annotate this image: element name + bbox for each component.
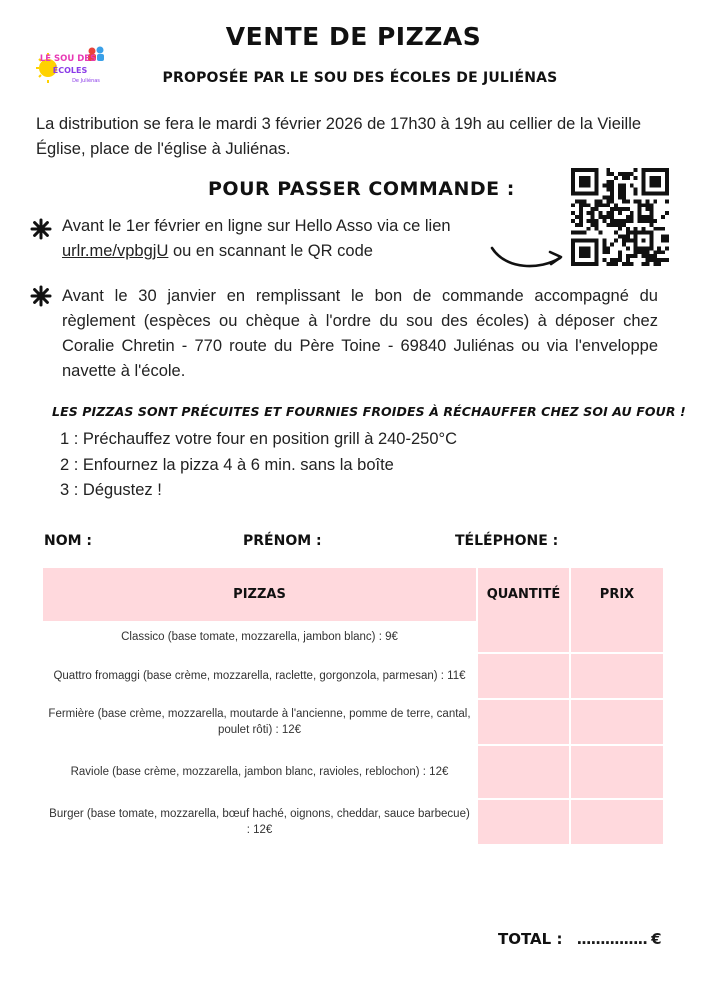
asterisk-bullet-icon [30,285,52,307]
intro-text: La distribution se fera le mardi 3 février 2026 de 17h30 à 19h au cellier de la Vieille Église, place de l'église à Juliénas. [36,115,642,158]
table-row [43,799,663,845]
header-quantite: QUANTITÉ [477,568,570,621]
pizza-description: Raviole (base crème, mozzarella, jambon blanc, ravioles, reblochon) : 12€ [43,745,477,799]
total-value[interactable]: ............... € [576,930,661,948]
price-cell[interactable] [570,799,663,845]
order-option-online [62,214,502,264]
table-row [43,621,663,653]
total-label: TOTAL : [498,930,563,948]
table-row [43,745,663,799]
asterisk-bullet-icon [30,218,52,240]
reheat-steps [60,427,457,504]
pizza-description: Burger (base tomate, mozzarella, bœuf haché, oignons, cheddar, sauce barbecue) : 12€ [43,799,477,845]
table-row [43,653,663,699]
quantity-cell[interactable] [477,621,570,653]
table-header-row [43,568,663,621]
page-title: VENTE DE PIZZAS [225,22,482,51]
quantity-cell[interactable] [477,653,570,699]
pizza-description: Quattro fromaggi (base crème, mozzarella, raclette, gorgonzola, parmesan) : 11€ [43,653,477,699]
quantity-cell[interactable] [477,745,570,799]
reheat-notice: LES PIZZAS SONT PRÉCUITES ET FOURNIES FROIDES À RÉCHAUFFER CHEZ SOI AU FOUR ! [52,404,686,419]
pizza-description: Classico (base tomate, mozzarella, jambon blanc) : 9€ [43,621,477,653]
logo-line-2: ÉCOLES [52,66,88,75]
prenom-label: PRÉNOM : [243,533,322,549]
telephone-label: TÉLÉPHONE : [455,533,559,549]
logo-line-1: LE SOU DES [39,54,97,64]
qr-code-icon[interactable] [571,168,669,266]
pizza-order-table [43,568,663,846]
page-subtitle: PROPOSÉE PAR LE SOU DES ÉCOLES DE JULIÉNAS [162,70,558,86]
school-logo [36,44,116,96]
logo-line-3: De Juliénas [72,78,100,84]
curved-arrow-icon [488,236,568,272]
price-cell[interactable] [570,699,663,745]
step-item: 3 : Dégustez ! [60,481,162,499]
option-online-suffix: ou en scannant le QR code [168,242,373,260]
helloasso-link[interactable]: urlr.me/vpbgjU [62,242,169,260]
nom-label: NOM : [44,533,93,549]
pizza-description: Fermière (base crème, mozzarella, moutarde à l'ancienne, pomme de terre, cantal, poulet rôti) : 12€ [43,699,477,745]
header-prix: PRIX [570,568,663,621]
total-line [498,930,661,948]
price-cell[interactable] [570,653,663,699]
option-online-text: Avant le 1er février en ligne sur Hello Asso via ce lien [62,217,451,235]
quantity-cell[interactable] [477,799,570,845]
order-heading: POUR PASSER COMMANDE : [208,178,515,200]
step-item: 1 : Préchauffez votre four en position grill à 240-250°C [60,430,458,448]
price-cell[interactable] [570,745,663,799]
header-pizzas: PIZZAS [43,568,477,621]
step-item: 2 : Enfournez la pizza 4 à 6 min. sans la boîte [60,455,394,474]
order-option-paper: Avant le 30 janvier en remplissant le bon de commande accompagné du règlement (espèces ou chèque à l'ordre du sou des écoles) à déposer chez Coralie Chretin - 770 route du Père Toine - 69840 Juliénas ou via l'enveloppe navette à l'école. [62,287,658,380]
table-row [43,699,663,745]
quantity-cell[interactable] [477,699,570,745]
price-cell[interactable] [570,621,663,653]
